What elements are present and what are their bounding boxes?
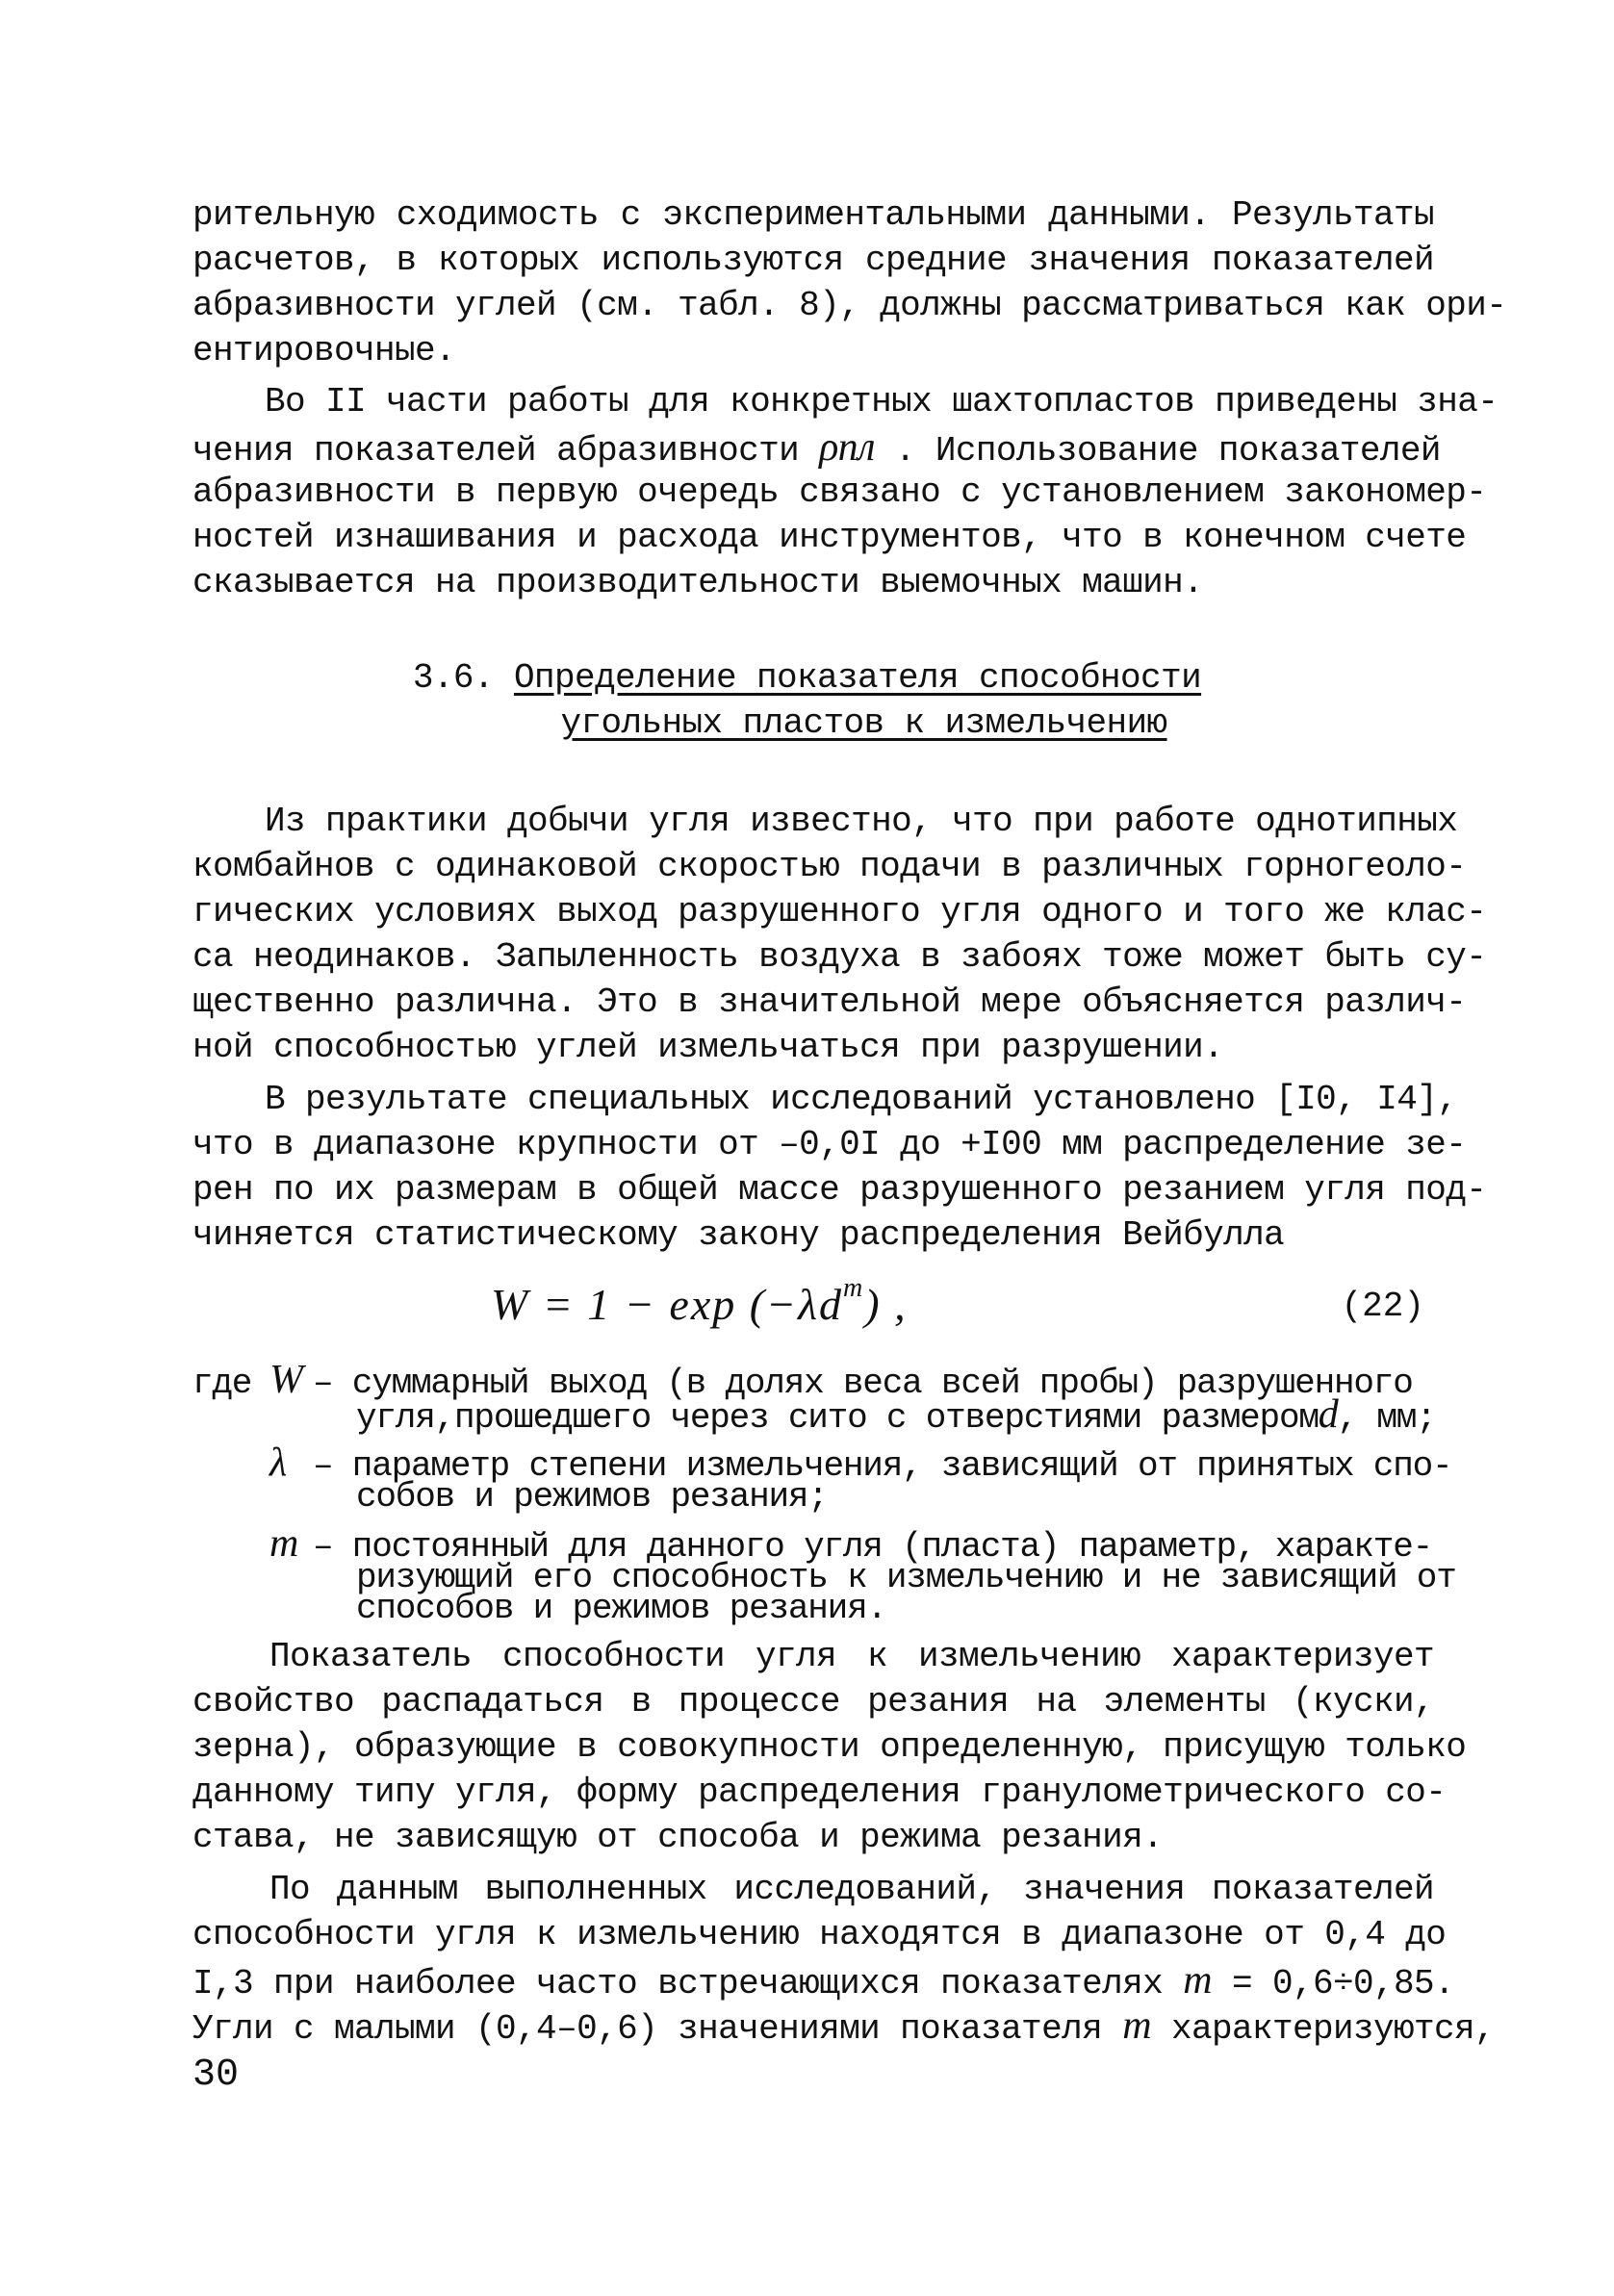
formula-expression	[491, 1272, 908, 1330]
def-m-line-1: – постоянный для данного угля (пласта) параметр, характе-	[313, 1527, 1433, 1567]
page-number: 30	[192, 2054, 240, 2097]
def-lambda-line-1: – параметр степени измельчения, зависящий от принятых спо-	[313, 1446, 1452, 1486]
paragraph-line: абразивности углей (см. табл. 8), должны рассматриваться как ори-	[192, 286, 1507, 325]
formula-exponent: m	[843, 1272, 865, 1303]
weibull-formula	[481, 1272, 1434, 1342]
paragraph-line: Показатель способности угля к измельчению характеризует	[269, 1637, 1434, 1676]
paragraph-line: сказывается на производительности выемочных машин.	[192, 563, 1204, 602]
paragraph-line: ностей изнашивания и расхода инструментов, что в конечном счете	[192, 518, 1467, 557]
text-fragment: чения показателей абразивности	[192, 431, 800, 471]
paragraph-line: По данным выполненных исследований, значения показателей	[269, 1870, 1434, 1909]
def-w-line-2	[356, 1392, 1436, 1438]
text-fragment: угля,прошедшего через сито с отверстиями размером	[356, 1398, 1319, 1438]
w-symbol: W	[269, 1358, 302, 1402]
section-heading-continued	[57, 702, 1614, 745]
text-fragment: , мм;	[1337, 1398, 1436, 1438]
paragraph-line: свойство распадаться в процессе резания на элементы (куски,	[192, 1682, 1434, 1722]
rho-pl-symbol: ρпл	[819, 425, 875, 470]
paragraph-line: ной способностью углей измельчаться при разрушении.	[192, 1028, 1224, 1067]
paragraph-line-with-symbol	[192, 1958, 1454, 2005]
paragraph-line: става, не зависящую от способа и режима резания.	[192, 1818, 1164, 1857]
paragraph-line: рительную сходимость с экспериментальными данными. Результаты	[192, 195, 1434, 235]
paragraph-line: способности угля к измельчению находятся в диапазоне от 0,4 до	[192, 1915, 1447, 1954]
paragraph-line: щественно различна. Это в значительной мере объясняется различ-	[192, 982, 1467, 1022]
def-m-line-2: ризующий его способность к измельчению и не зависящий от	[356, 1558, 1456, 1597]
paragraph-line: рен по их размерам в общей массе разрушенного резанием угля под-	[192, 1170, 1487, 1210]
section-number: 3.6.	[412, 658, 494, 698]
where-label: где	[192, 1364, 252, 1403]
m-symbol: m	[1122, 2003, 1151, 2048]
paragraph-line: Во II части работы для конкретных шахтопластов приведены зна-	[265, 382, 1499, 421]
paragraph-line: что в диапазоне крупности от –0,0I до +I00 мм распределение зе-	[192, 1125, 1467, 1164]
section-title-line-1: Определение показателя способности	[513, 658, 1202, 698]
def-symbol-m	[269, 1521, 298, 1566]
text-fragment: . Использование показателей	[894, 431, 1441, 471]
m-symbol: m	[1183, 1958, 1212, 2003]
def-lambda-line-2: собов и режимов резания;	[356, 1477, 828, 1517]
m-symbol: m	[269, 1521, 298, 1566]
text-fragment: Угли с малыми (0,4–0,6) значениями показателя	[192, 2009, 1103, 2049]
text-fragment: I,3 при наиболее часто встречающихся показателях	[192, 1964, 1164, 2003]
formula-main: W = 1 − exp (−λd	[491, 1280, 844, 1329]
paragraph-line: гических условиях выход разрушенного угля одного и того же клас-	[192, 892, 1487, 931]
paragraph-line: Из практики добычи угля известно, что при работе однотипных	[265, 802, 1458, 841]
def-w-line-1: – суммарный выход (в долях веса всей пробы) разрушенного	[313, 1364, 1413, 1403]
def-symbol-w	[269, 1358, 302, 1402]
paragraph-line: зерна), образующие в совокупности определенную, присущую только	[192, 1727, 1467, 1767]
paragraph-line: комбайнов с одинаковой скоростью подачи в различных горногеоло-	[192, 847, 1467, 886]
paragraph-line: расчетов, в которых используются средние значения показателей	[192, 241, 1434, 280]
paragraph-line: чиняется статистическому закону распределения Вейбулла	[192, 1215, 1285, 1255]
formula-number: (22)	[1341, 1287, 1424, 1326]
text-fragment: = 0,6÷0,85.	[1231, 1964, 1454, 2003]
lambda-symbol: λ	[269, 1441, 286, 1485]
paragraph-line: В результате специальных исследований установлено [I0, I4],	[265, 1080, 1458, 1119]
d-symbol: d	[1318, 1392, 1338, 1437]
paragraph-line: са неодинаков. Запыленность воздуха в забоях тоже может быть су-	[192, 937, 1487, 977]
section-title-line-2: угольных пластов к измельчению	[560, 703, 1167, 743]
section-heading	[0, 657, 1614, 700]
formula-closing: ) ,	[864, 1280, 908, 1329]
paragraph-line-with-symbol	[192, 2003, 1495, 2051]
paragraph-line: абразивности в первую очередь связано с установлением закономер-	[192, 472, 1487, 512]
def-m-line-3: способов и режимов резания.	[356, 1589, 886, 1628]
paragraph-line-with-symbol	[192, 425, 1441, 472]
text-fragment: характеризуются,	[1170, 2009, 1495, 2049]
paragraph-line: данному типу угля, форму распределения гранулометрического со-	[192, 1773, 1447, 1812]
def-symbol-lambda	[269, 1441, 286, 1485]
paragraph-line: ентировочные.	[192, 331, 456, 370]
